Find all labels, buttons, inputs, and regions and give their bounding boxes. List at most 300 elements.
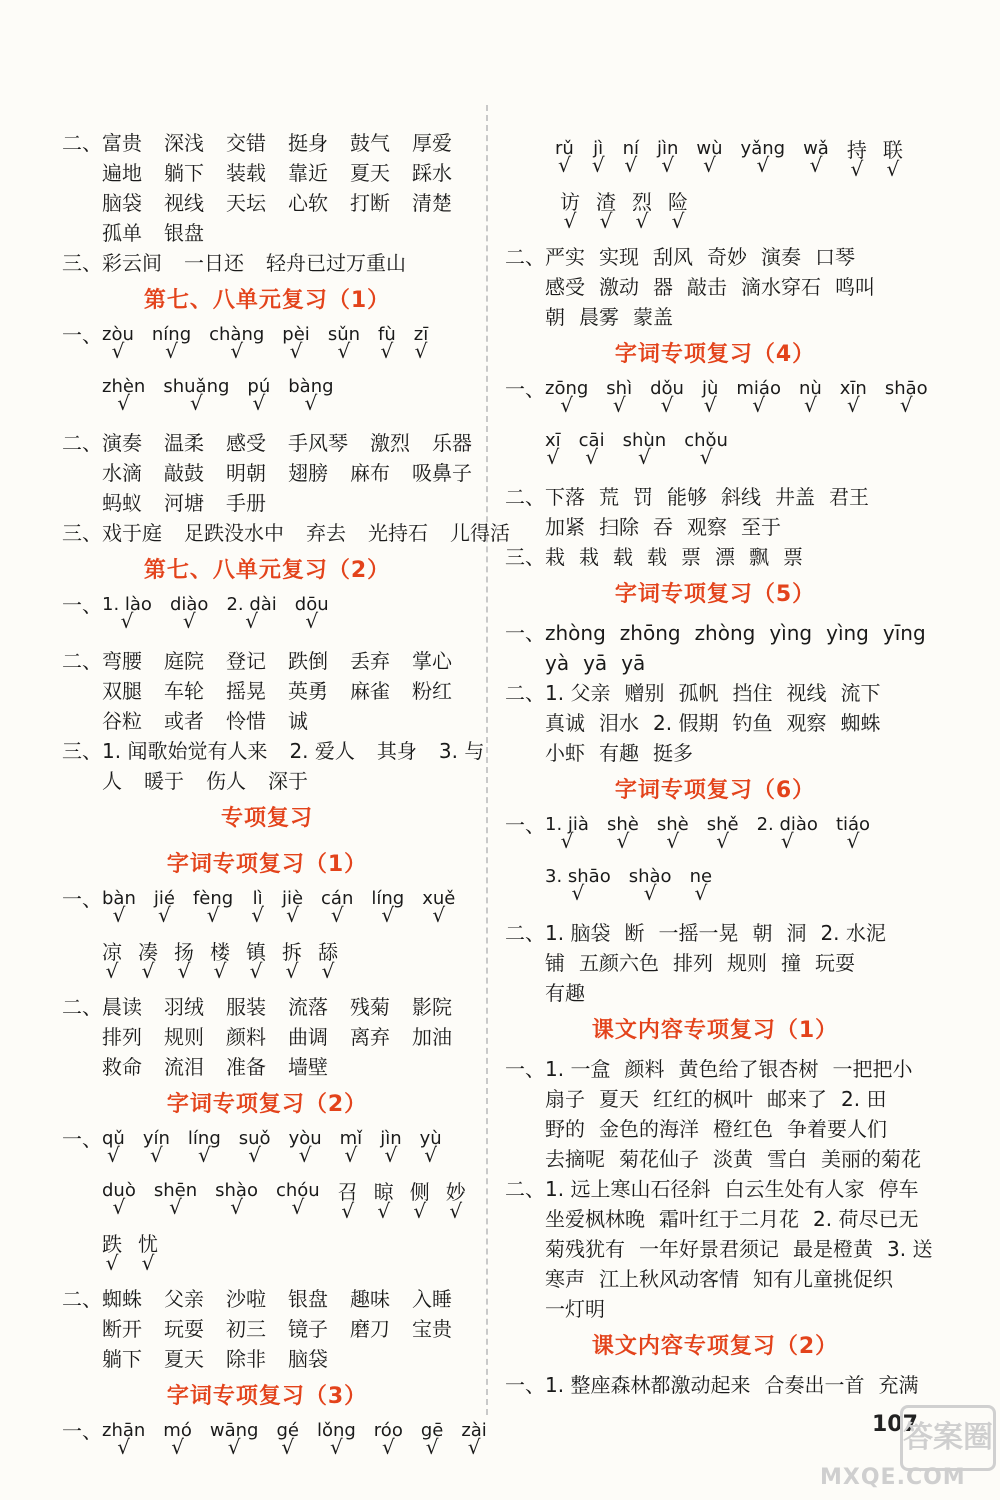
answer-word: 2. 水泥 (820, 921, 886, 945)
answer-word: 井盖 (775, 485, 815, 509)
answer-word: 票 (783, 545, 803, 569)
answer-line (62, 1314, 472, 1344)
answer-word: 晨雾 (579, 305, 619, 329)
character-answer (246, 940, 266, 983)
answer-line (62, 766, 472, 796)
pinyin-answer (835, 814, 871, 853)
pinyin-answer (696, 138, 723, 177)
answer-word: 吸鼻子 (412, 461, 472, 485)
check-mark-icon: √ (150, 1143, 163, 1167)
pinyin-answer (756, 814, 818, 853)
check-mark-icon: √ (381, 903, 395, 927)
pinyin-text: 2. diào (756, 814, 818, 835)
check-mark-icon: √ (599, 209, 613, 233)
pinyin-text: jìn (656, 138, 679, 159)
pinyin-text: tiáo (835, 814, 871, 835)
pinyin-text: chǒu (684, 430, 728, 451)
answer-word: 挡住 (732, 681, 773, 705)
check-mark-icon: √ (248, 1143, 262, 1167)
pinyin-text: zī (413, 324, 429, 345)
character-text: 扬 (174, 940, 194, 964)
check-mark-icon: √ (245, 609, 258, 633)
character-answer (138, 940, 158, 983)
answer-word: 充满 (878, 1373, 919, 1397)
section-heading: 字词专项复习（5） (614, 582, 816, 607)
pinyin-text: bàng (288, 376, 334, 397)
pinyin-text: mó (163, 1420, 192, 1441)
answer-word: 一灯明 (545, 1297, 605, 1321)
pinyin-text: níng (151, 324, 192, 345)
question-number: 三、 (505, 545, 545, 569)
check-mark-icon: √ (377, 1199, 391, 1223)
answer-word: 其身 (376, 739, 417, 763)
character-text: 访 (560, 190, 580, 214)
answer-word: 初三 (226, 1317, 266, 1341)
pinyin-answer (884, 378, 928, 417)
answer-word: 墙壁 (288, 1055, 328, 1079)
section-heading: 字词专项复习（2） (166, 1092, 368, 1117)
answer-word: 下落 (545, 485, 585, 509)
answer-word: 双腿 (102, 679, 142, 703)
answer-word: 小虾 (545, 741, 585, 765)
question-number: 一、 (505, 813, 545, 837)
pinyin-answer (153, 1180, 198, 1219)
check-mark-icon: √ (177, 959, 191, 983)
pinyin-answer (422, 888, 456, 927)
check-mark-icon: √ (291, 1195, 305, 1219)
answer-word: 孤单 (102, 221, 142, 245)
answer-word: 飘 (749, 545, 769, 569)
pinyin-text: yòu (288, 1128, 322, 1149)
answer-word: 服装 (226, 995, 266, 1019)
pinyin-text: yù (419, 1128, 442, 1149)
pinyin-text: gé (276, 1420, 299, 1441)
answer-word: 踩水 (412, 161, 452, 185)
answer-word: 手风琴 (288, 431, 348, 455)
pinyin-text: wǎ (803, 138, 829, 159)
answer-word: 断 (624, 921, 645, 945)
pinyin-answer (163, 1420, 192, 1459)
answer-line (62, 248, 472, 278)
answer-word: 口琴 (815, 245, 855, 269)
answer-line (505, 708, 925, 738)
answer-word: 朝 (752, 921, 773, 945)
answer-word: 一摇一晃 (658, 921, 739, 945)
answer-word: 知有儿童挑促织 (753, 1267, 893, 1291)
answer-word: 丢弃 (350, 649, 390, 673)
answer-word: 斜线 (721, 485, 761, 509)
pinyin-answer (545, 814, 589, 853)
answer-line (62, 736, 485, 766)
answer-word: 霜叶红于二月花 (659, 1207, 799, 1231)
answer-word: 羽绒 (164, 995, 204, 1019)
check-mark-icon: √ (251, 903, 264, 927)
answer-word: 漂 (715, 545, 735, 569)
character-text: 烈 (632, 190, 652, 214)
pinyin-text: shào (628, 866, 672, 887)
answer-line (505, 1294, 925, 1324)
pinyin-text: cán (321, 888, 354, 909)
pinyin-text: zōng (545, 378, 589, 399)
pinyin-text: xuě (422, 888, 456, 909)
answer-word: 夏天 (599, 1087, 639, 1111)
answer-word: 撞 (781, 951, 801, 975)
pinyin-answer (798, 378, 822, 417)
check-mark-icon: √ (112, 903, 126, 927)
answer-word: 严实 (545, 245, 585, 269)
character-answer (102, 940, 122, 983)
character-text: 镇 (246, 940, 266, 964)
answer-word: 观察 (786, 711, 827, 735)
answer-word: 跌倒 (288, 649, 328, 673)
answer-word: 暖于 (144, 769, 184, 793)
answer-word: 1. 闻歌始觉有人来 (102, 739, 268, 763)
pinyin-text: shāo (884, 378, 928, 399)
answer-word: 器 (653, 275, 673, 299)
check-mark-icon: √ (703, 153, 716, 177)
answer-word: 蚂蚁 (102, 491, 142, 515)
answer-word: 晨读 (102, 995, 142, 1019)
pinyin-text: shùn (622, 430, 667, 451)
character-answer (373, 1180, 394, 1223)
check-mark-icon: √ (424, 1143, 438, 1167)
check-mark-icon: √ (304, 391, 318, 415)
answer-word: 清楚 (412, 191, 452, 215)
check-mark-icon: √ (252, 391, 266, 415)
check-mark-icon: √ (141, 959, 155, 983)
pinyin-text: shè (656, 814, 689, 835)
question-number: 一、 (62, 1419, 102, 1443)
character-text: 晾 (373, 1180, 394, 1204)
check-mark-icon: √ (206, 903, 220, 927)
pinyin-text: ní (622, 138, 639, 159)
section-heading: 专项复习 (220, 806, 313, 831)
pinyin-line (505, 814, 925, 866)
answer-word: 人 (102, 769, 122, 793)
answer-line (62, 1052, 472, 1082)
pinyin-answer (736, 378, 781, 417)
answer-word: 邮来了 (767, 1087, 827, 1111)
pinyin-answer (187, 1128, 221, 1167)
check-mark-icon: √ (638, 445, 651, 469)
pinyin-text: duò (102, 1180, 136, 1201)
pinyin-text: qǔ (102, 1128, 125, 1149)
answer-word: 深于 (268, 769, 308, 793)
check-mark-icon: √ (298, 1143, 312, 1167)
check-mark-icon: √ (809, 153, 823, 177)
answer-word: 感受 (545, 275, 585, 299)
answer-line (505, 918, 925, 948)
pinyin-text: zhān (102, 1420, 146, 1441)
answer-word: 银盘 (288, 1287, 328, 1311)
pinyin-answer (839, 378, 867, 417)
answer-word: 栽 (579, 545, 599, 569)
pinyin-answer (102, 1128, 125, 1167)
answer-line (62, 518, 510, 548)
answer-word: 钓鱼 (732, 711, 773, 735)
pinyin-text: lǒng (316, 1420, 356, 1441)
pinyin-text: zài (461, 1420, 487, 1441)
answer-word: 救命 (102, 1055, 142, 1079)
pinyin-answer (288, 1128, 322, 1167)
pinyin-answer (803, 138, 829, 177)
answer-word: 蒙盖 (633, 305, 673, 329)
answer-word: 翅膀 (288, 461, 328, 485)
answer-word: 至于 (741, 515, 781, 539)
answer-word: 登记 (226, 649, 266, 673)
check-mark-icon: √ (546, 445, 560, 469)
pinyin-answer (706, 814, 739, 853)
answer-word: 靠近 (288, 161, 328, 185)
check-mark-icon: √ (899, 393, 913, 417)
watermark-url: MXQE.COM (820, 1465, 966, 1490)
answer-line (62, 992, 472, 1022)
answer-word: 夏天 (164, 1347, 204, 1371)
check-mark-icon: √ (330, 903, 344, 927)
answer-word: 2. 假期 (653, 711, 719, 735)
pinyin-text: shēn (153, 1180, 198, 1201)
answer-line (505, 948, 925, 978)
question-number: 二、 (505, 921, 545, 945)
answer-word: 英勇 (288, 679, 328, 703)
pinyin-answer (276, 1420, 299, 1459)
answer-line (505, 1234, 933, 1264)
answer-line (505, 1204, 925, 1234)
answer-word: 菊残犹有 (545, 1237, 625, 1261)
pinyin-answer (656, 814, 689, 853)
check-mark-icon: √ (117, 391, 131, 415)
check-mark-icon: √ (558, 153, 571, 177)
pinyin-text: mǐ (339, 1128, 363, 1149)
answer-line (505, 302, 925, 332)
answer-word: 除非 (226, 1347, 266, 1371)
answer-word: 寒声 (545, 1267, 585, 1291)
answer-word: 红红的枫叶 (653, 1087, 753, 1111)
answer-word: 夏天 (350, 161, 390, 185)
pinyin-line (62, 1180, 472, 1232)
check-mark-icon: √ (112, 1195, 126, 1219)
answer-word: 儿得活 (450, 521, 510, 545)
question-number: 二、 (505, 245, 545, 269)
answer-word: yà (545, 651, 570, 675)
pinyin-answer (420, 1420, 444, 1459)
check-mark-icon: √ (571, 881, 585, 905)
answer-word: 江上秋风动客情 (599, 1267, 739, 1291)
answer-word: 躺下 (102, 1347, 142, 1371)
answer-word: 加油 (412, 1025, 452, 1049)
pinyin-text: fù (378, 324, 396, 345)
check-mark-icon: √ (560, 829, 574, 853)
answer-word: 1. 一盒 (545, 1057, 611, 1081)
answer-line (62, 188, 472, 218)
check-mark-icon: √ (671, 209, 685, 233)
check-mark-icon: √ (169, 1195, 182, 1219)
check-mark-icon: √ (341, 1199, 355, 1223)
answer-word: 鼓气 (350, 131, 390, 155)
section-heading: 字词专项复习（6） (614, 778, 816, 803)
answer-word: 加紧 (545, 515, 585, 539)
answer-line (505, 542, 925, 572)
answer-word: 白云生处有人家 (724, 1177, 865, 1201)
left-column (62, 128, 510, 1472)
answer-word: 票 (681, 545, 701, 569)
pinyin-text: gē (420, 1420, 444, 1441)
check-mark-icon: √ (190, 391, 203, 415)
answer-word: 扫除 (599, 515, 639, 539)
pinyin-answer (578, 430, 605, 469)
pinyin-text: xī (545, 430, 561, 451)
check-mark-icon: √ (660, 393, 674, 417)
question-number: 一、 (62, 1127, 102, 1151)
section-heading: 课文内容专项复习（2） (591, 1334, 839, 1359)
answer-word: 能够 (667, 485, 707, 509)
character-line (62, 940, 472, 992)
answer-word: 入睡 (412, 1287, 452, 1311)
pinyin-line (505, 866, 925, 918)
check-mark-icon: √ (449, 1199, 463, 1223)
character-answer (596, 190, 616, 233)
answer-word: 鸣叫 (835, 275, 875, 299)
pinyin-answer (275, 1180, 320, 1219)
answer-word: 1. 父亲 (545, 681, 611, 705)
character-line (505, 190, 925, 242)
pinyin-answer (102, 888, 136, 927)
answer-line (62, 458, 472, 488)
pinyin-answer (622, 138, 639, 177)
character-text: 险 (668, 190, 688, 214)
pinyin-answer (316, 1420, 356, 1459)
answer-word: 罚 (633, 485, 653, 509)
answer-word: 磨刀 (350, 1317, 390, 1341)
answer-word: 奇妙 (707, 245, 747, 269)
answer-word: 颜料 (624, 1057, 665, 1081)
answer-word: yā (583, 651, 608, 675)
pinyin-answer (251, 888, 264, 927)
answer-line (62, 218, 472, 248)
character-answer (846, 138, 867, 181)
answer-word: 激动 (599, 275, 639, 299)
answer-word: 深浅 (164, 131, 204, 155)
answer-word: 排列 (102, 1025, 142, 1049)
answer-word: 有趣 (599, 741, 639, 765)
section-heading: 字词专项复习（1） (166, 852, 368, 877)
pinyin-answer (545, 378, 589, 417)
check-mark-icon: √ (344, 1143, 358, 1167)
pinyin-answer (102, 594, 152, 633)
answer-word: 富贵 (102, 131, 142, 155)
answer-word: 交错 (226, 131, 266, 155)
pinyin-answer (591, 138, 605, 177)
question-number: 二、 (505, 485, 545, 509)
answer-word: 1. 整座森林都激动起来 (545, 1373, 751, 1397)
answer-line (62, 1022, 472, 1052)
pinyin-answer (373, 1420, 403, 1459)
section-heading: 字词专项复习（4） (614, 342, 816, 367)
answer-line (505, 1114, 925, 1144)
answer-word: 河塘 (164, 491, 204, 515)
answer-word: 足跌没水中 (184, 521, 284, 545)
answer-line (62, 1344, 472, 1374)
answer-word: 镜子 (288, 1317, 328, 1341)
pinyin-answer (226, 594, 277, 633)
pinyin-text: jié (153, 888, 175, 909)
answer-word: 遍地 (102, 161, 142, 185)
check-mark-icon: √ (803, 393, 817, 417)
answer-word: 洞 (786, 921, 807, 945)
answer-word: 流下 (840, 681, 881, 705)
check-mark-icon: √ (117, 1435, 131, 1459)
check-mark-icon: √ (886, 157, 900, 181)
check-mark-icon: √ (111, 339, 125, 363)
answer-word: 戏于庭 (102, 521, 162, 545)
pinyin-answer (628, 866, 672, 905)
answer-word: 视线 (164, 191, 204, 215)
pinyin-text: fèng (192, 888, 234, 909)
answer-word: 脑袋 (102, 191, 142, 215)
character-text: 忧 (138, 1232, 158, 1256)
check-mark-icon: √ (381, 1435, 395, 1459)
answer-word: zhòng (545, 621, 606, 645)
pinyin-answer (555, 138, 574, 177)
character-answer (138, 1232, 158, 1275)
pinyin-text: jìn (380, 1128, 402, 1149)
answer-word: 颜料 (226, 1025, 266, 1049)
answer-word: 菊花仙子 (619, 1147, 699, 1171)
answer-word: 雪白 (767, 1147, 807, 1171)
check-mark-icon: √ (432, 903, 446, 927)
watermark-logo (900, 1405, 996, 1471)
answer-word: 乐器 (432, 431, 472, 455)
pinyin-line (505, 377, 928, 430)
answer-word: 规则 (727, 951, 767, 975)
question-number: 二、 (62, 1287, 102, 1311)
pinyin-text: líng (371, 888, 405, 909)
character-line (62, 1232, 472, 1284)
answer-word: yā (621, 651, 646, 675)
pinyin-text: chàng (209, 324, 265, 345)
pinyin-text: shì (606, 378, 633, 399)
answer-word: 流落 (288, 995, 328, 1019)
pinyin-text: shě (706, 814, 739, 835)
check-mark-icon: √ (213, 959, 227, 983)
question-number: 三、 (62, 739, 102, 763)
pinyin-text: yín (142, 1128, 170, 1149)
answer-word: 离弃 (350, 1025, 390, 1049)
character-text: 渣 (596, 190, 616, 214)
answer-word: 弯腰 (102, 649, 142, 673)
pinyin-answer (622, 430, 667, 469)
answer-line (62, 488, 472, 518)
answer-word: 实现 (599, 245, 639, 269)
pinyin-text: chóu (275, 1180, 320, 1201)
check-mark-icon: √ (384, 1143, 398, 1167)
answer-word: 规则 (164, 1025, 204, 1049)
right-column (505, 138, 933, 1400)
answer-word: 心软 (288, 191, 328, 215)
answer-word: 准备 (226, 1055, 266, 1079)
check-mark-icon: √ (182, 609, 196, 633)
character-answer (668, 190, 688, 233)
check-mark-icon: √ (165, 339, 178, 363)
pinyin-text: jì (593, 138, 604, 159)
character-text: 侧 (409, 1180, 430, 1204)
answer-word: 流泪 (164, 1055, 204, 1079)
pinyin-text: diào (169, 594, 209, 615)
answer-word: 君王 (829, 485, 869, 509)
answer-word: 脑袋 (288, 1347, 328, 1371)
pinyin-text: ne (689, 866, 713, 887)
character-answer (560, 190, 580, 233)
